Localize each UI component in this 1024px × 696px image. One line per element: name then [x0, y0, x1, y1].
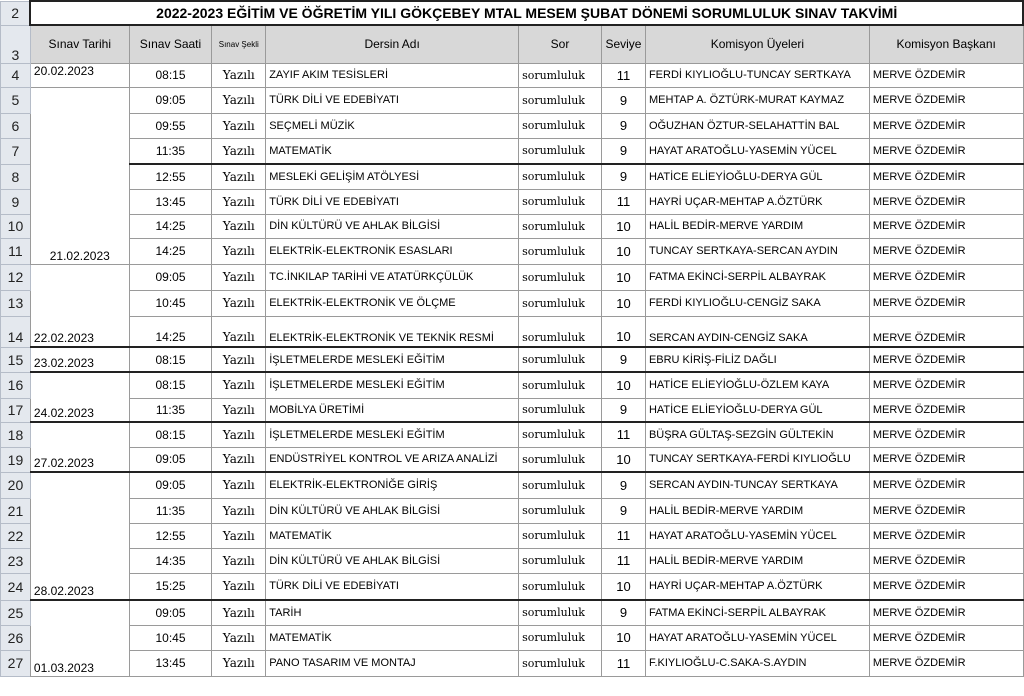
committee-cell[interactable]: HATİCE ELİEYİOĞLU-DERYA GÜL	[645, 164, 869, 189]
header-time[interactable]: Sınav Saati	[129, 25, 212, 63]
committee-cell[interactable]: HALİL BEDİR-MERVE YARDIM	[645, 498, 869, 523]
exam-type-cell[interactable]: Yazılı	[212, 290, 266, 316]
committee-cell[interactable]: HAYAT ARATOĞLU-YASEMİN YÜCEL	[645, 523, 869, 548]
exam-type-cell[interactable]: Yazılı	[212, 372, 266, 398]
row-number[interactable]: 17	[1, 398, 31, 422]
time-cell[interactable]: 09:05	[129, 600, 212, 625]
row-number[interactable]: 2	[1, 1, 31, 25]
date-cell[interactable]: 28.02.2023	[30, 472, 129, 600]
row-number[interactable]: 14	[1, 316, 31, 347]
course-cell[interactable]: TÜRK DİLİ VE EDEBİYATI	[266, 573, 519, 600]
course-cell[interactable]: İŞLETMELERDE MESLEKİ EĞİTİM	[266, 347, 519, 372]
time-cell[interactable]: 11:35	[129, 398, 212, 422]
committee-cell[interactable]: HATİCE ELİEYİOĞLU-DERYA GÜL	[645, 398, 869, 422]
time-cell[interactable]: 13:45	[129, 189, 212, 214]
title-row	[1, 1, 1024, 25]
row-number[interactable]: 11	[1, 238, 31, 264]
row-number[interactable]: 18	[1, 422, 31, 447]
committee-cell[interactable]: OĞUZHAN ÖZTUR-SELAHATTİN BAL	[645, 113, 869, 138]
table-row	[1, 472, 1024, 498]
exam-type-cell[interactable]: Yazılı	[212, 447, 266, 472]
level-cell[interactable]: 9	[601, 138, 645, 164]
level-cell[interactable]: 9	[601, 347, 645, 372]
row-number[interactable]: 19	[1, 447, 31, 472]
table-row	[1, 214, 1024, 238]
row-number[interactable]: 5	[1, 87, 31, 113]
level-cell[interactable]: 9	[601, 113, 645, 138]
sor-cell[interactable]: sorumluluk	[519, 238, 602, 264]
level-cell[interactable]: 11	[601, 189, 645, 214]
exam-type-cell[interactable]: Yazılı	[212, 398, 266, 422]
table-row	[1, 138, 1024, 164]
committee-cell[interactable]: EBRU KİRİŞ-FİLİZ DAĞLI	[645, 347, 869, 372]
level-cell[interactable]: 11	[601, 422, 645, 447]
sor-cell[interactable]: sorumluluk	[519, 422, 602, 447]
committee-head-cell[interactable]: MERVE ÖZDEMİR	[869, 422, 1023, 447]
table-row	[1, 523, 1024, 548]
date-cell[interactable]: 20.02.2023	[30, 63, 129, 87]
time-cell[interactable]: 09:55	[129, 113, 212, 138]
committee-head-cell[interactable]: MERVE ÖZDEMİR	[869, 398, 1023, 422]
committee-head-cell[interactable]: MERVE ÖZDEMİR	[869, 264, 1023, 290]
course-cell[interactable]: MATEMATİK	[266, 523, 519, 548]
exam-type-cell[interactable]: Yazılı	[212, 650, 266, 676]
committee-head-cell[interactable]: MERVE ÖZDEMİR	[869, 347, 1023, 372]
course-cell[interactable]: ENDÜSTRİYEL KONTROL VE ARIZA ANALİZİ	[266, 447, 519, 472]
exam-type-cell[interactable]: Yazılı	[212, 625, 266, 650]
committee-head-cell[interactable]: MERVE ÖZDEMİR	[869, 87, 1023, 113]
sor-cell[interactable]: sorumluluk	[519, 573, 602, 600]
exam-type-cell[interactable]: Yazılı	[212, 113, 266, 138]
committee-head-cell[interactable]: MERVE ÖZDEMİR	[869, 189, 1023, 214]
committee-cell[interactable]: HALİL BEDİR-MERVE YARDIM	[645, 214, 869, 238]
sor-cell[interactable]: sorumluluk	[519, 138, 602, 164]
sor-cell[interactable]: sorumluluk	[519, 548, 602, 573]
time-cell[interactable]: 10:45	[129, 625, 212, 650]
table-row	[1, 63, 1024, 87]
sor-cell[interactable]: sorumluluk	[519, 316, 602, 347]
table-row	[1, 447, 1024, 472]
level-cell[interactable]: 9	[601, 600, 645, 625]
exam-type-cell[interactable]: Yazılı	[212, 347, 266, 372]
exam-type-cell[interactable]: Yazılı	[212, 472, 266, 498]
committee-head-cell[interactable]: MERVE ÖZDEMİR	[869, 650, 1023, 676]
committee-cell[interactable]: SERCAN AYDIN-TUNCAY SERTKAYA	[645, 472, 869, 498]
time-cell[interactable]: 09:05	[129, 87, 212, 113]
time-cell[interactable]: 09:05	[129, 447, 212, 472]
time-cell[interactable]: 12:55	[129, 164, 212, 189]
time-cell[interactable]: 10:45	[129, 290, 212, 316]
committee-head-cell[interactable]: MERVE ÖZDEMİR	[869, 63, 1023, 87]
level-cell[interactable]: 11	[601, 548, 645, 573]
row-number[interactable]: 26	[1, 625, 31, 650]
course-cell[interactable]: MOBİLYA ÜRETİMİ	[266, 398, 519, 422]
committee-head-cell[interactable]: MERVE ÖZDEMİR	[869, 138, 1023, 164]
sor-cell[interactable]: sorumluluk	[519, 164, 602, 189]
sor-cell[interactable]: sorumluluk	[519, 372, 602, 398]
row-number[interactable]: 4	[1, 63, 31, 87]
table-row	[1, 189, 1024, 214]
sor-cell[interactable]: sorumluluk	[519, 600, 602, 625]
course-cell[interactable]: TARİH	[266, 600, 519, 625]
course-cell[interactable]: İŞLETMELERDE MESLEKİ EĞİTİM	[266, 422, 519, 447]
time-cell[interactable]: 08:15	[129, 63, 212, 87]
committee-head-cell[interactable]: MERVE ÖZDEMİR	[869, 600, 1023, 625]
course-cell[interactable]: PANO TASARIM VE MONTAJ	[266, 650, 519, 676]
exam-type-cell[interactable]: Yazılı	[212, 214, 266, 238]
table-row	[1, 625, 1024, 650]
date-cell[interactable]: 24.02.2023	[30, 372, 129, 422]
table-row	[1, 398, 1024, 422]
sor-cell[interactable]: sorumluluk	[519, 214, 602, 238]
table-row	[1, 87, 1024, 113]
time-cell[interactable]: 08:15	[129, 347, 212, 372]
table-row	[1, 347, 1024, 372]
time-cell[interactable]: 11:35	[129, 498, 212, 523]
committee-cell[interactable]: TUNCAY SERTKAYA-SERCAN AYDIN	[645, 238, 869, 264]
level-cell[interactable]: 9	[601, 87, 645, 113]
table-row	[1, 290, 1024, 316]
table-row	[1, 573, 1024, 600]
sor-cell[interactable]: sorumluluk	[519, 625, 602, 650]
course-cell[interactable]: İŞLETMELERDE MESLEKİ EĞİTİM	[266, 372, 519, 398]
sor-cell[interactable]: sorumluluk	[519, 498, 602, 523]
table-row	[1, 650, 1024, 676]
committee-cell[interactable]: FATMA EKİNCİ-SERPİL ALBAYRAK	[645, 600, 869, 625]
table-row	[1, 498, 1024, 523]
course-cell[interactable]: TÜRK DİLİ VE EDEBİYATI	[266, 87, 519, 113]
sor-cell[interactable]: sorumluluk	[519, 398, 602, 422]
exam-type-cell[interactable]: Yazılı	[212, 523, 266, 548]
level-cell[interactable]: 10	[601, 264, 645, 290]
sor-cell[interactable]: sorumluluk	[519, 472, 602, 498]
level-cell[interactable]: 10	[601, 238, 645, 264]
committee-cell[interactable]: HAYRİ UÇAR-MEHTAP A.ÖZTÜRK	[645, 189, 869, 214]
table-row	[1, 548, 1024, 573]
row-number[interactable]: 23	[1, 548, 31, 573]
level-cell[interactable]: 9	[601, 164, 645, 189]
header-shape[interactable]: Sınav Şekli	[212, 25, 266, 63]
date-cell[interactable]: 21.02.2023	[30, 87, 129, 264]
committee-cell[interactable]: F.KIYLIOĞLU-C.SAKA-S.AYDIN	[645, 650, 869, 676]
course-cell[interactable]: ELEKTRİK-ELEKTRONİK VE ÖLÇME	[266, 290, 519, 316]
committee-head-cell[interactable]: MERVE ÖZDEMİR	[869, 625, 1023, 650]
level-cell[interactable]: 10	[601, 214, 645, 238]
table-row	[1, 316, 1024, 347]
committee-head-cell[interactable]: MERVE ÖZDEMİR	[869, 447, 1023, 472]
committee-cell[interactable]: HAYRİ UÇAR-MEHTAP A.ÖZTÜRK	[645, 573, 869, 600]
course-cell[interactable]: ELEKTRİK-ELEKTRONİĞE GİRİŞ	[266, 472, 519, 498]
level-cell[interactable]: 9	[601, 472, 645, 498]
level-cell[interactable]: 10	[601, 625, 645, 650]
committee-head-cell[interactable]: MERVE ÖZDEMİR	[869, 113, 1023, 138]
committee-cell[interactable]: FERDİ KIYLIOĞLU-CENGİZ SAKA	[645, 290, 869, 316]
committee-head-cell[interactable]: MERVE ÖZDEMİR	[869, 372, 1023, 398]
time-cell[interactable]: 12:55	[129, 523, 212, 548]
row-number[interactable]: 3	[1, 25, 31, 63]
committee-cell[interactable]: BÜŞRA GÜLTAŞ-SEZGİN GÜLTEKİN	[645, 422, 869, 447]
course-cell[interactable]: TÜRK DİLİ VE EDEBİYATI	[266, 189, 519, 214]
time-cell[interactable]: 14:25	[129, 214, 212, 238]
committee-head-cell[interactable]: MERVE ÖZDEMİR	[869, 573, 1023, 600]
committee-head-cell[interactable]: MERVE ÖZDEMİR	[869, 498, 1023, 523]
sor-cell[interactable]: sorumluluk	[519, 264, 602, 290]
committee-cell[interactable]: TUNCAY SERTKAYA-FERDİ KIYLIOĞLU	[645, 447, 869, 472]
exam-type-cell[interactable]: Yazılı	[212, 87, 266, 113]
row-number[interactable]: 9	[1, 189, 31, 214]
exam-type-cell[interactable]: Yazılı	[212, 189, 266, 214]
course-cell[interactable]: ZAYIF AKIM TESİSLERİ	[266, 63, 519, 87]
header-sor[interactable]: Sor	[519, 25, 602, 63]
page-title[interactable]: 2022-2023 EĞİTİM VE ÖĞRETİM YILI GÖKÇEBEY MTAL MESEM ŞUBAT DÖNEMİ SORUMLULUK SINAV TAKVİMİ	[30, 1, 1023, 25]
row-number[interactable]: 20	[1, 472, 31, 498]
exam-type-cell[interactable]: Yazılı	[212, 264, 266, 290]
time-cell[interactable]: 13:45	[129, 650, 212, 676]
committee-head-cell[interactable]: MERVE ÖZDEMİR	[869, 238, 1023, 264]
time-cell[interactable]: 15:25	[129, 573, 212, 600]
time-cell[interactable]: 09:05	[129, 264, 212, 290]
row-number[interactable]: 27	[1, 650, 31, 676]
row-number[interactable]: 21	[1, 498, 31, 523]
header-head[interactable]: Komisyon Başkanı	[869, 25, 1023, 63]
committee-cell[interactable]: MEHTAP A. ÖZTÜRK-MURAT KAYMAZ	[645, 87, 869, 113]
table-row	[1, 372, 1024, 398]
committee-head-cell[interactable]: MERVE ÖZDEMİR	[869, 164, 1023, 189]
date-cell[interactable]: 01.03.2023	[30, 600, 129, 676]
table-row	[1, 238, 1024, 264]
row-number[interactable]: 7	[1, 138, 31, 164]
committee-cell[interactable]: HAYAT ARATOĞLU-YASEMİN YÜCEL	[645, 625, 869, 650]
sor-cell[interactable]: sorumluluk	[519, 87, 602, 113]
sor-cell[interactable]: sorumluluk	[519, 650, 602, 676]
table-row	[1, 113, 1024, 138]
level-cell[interactable]: 10	[601, 573, 645, 600]
table-row	[1, 422, 1024, 447]
exam-type-cell[interactable]: Yazılı	[212, 63, 266, 87]
header-course[interactable]: Dersin Adı	[266, 25, 519, 63]
committee-head-cell[interactable]: MERVE ÖZDEMİR	[869, 290, 1023, 316]
header-date[interactable]: Sınav Tarihi	[30, 25, 129, 63]
row-number[interactable]: 8	[1, 164, 31, 189]
exam-type-cell[interactable]: Yazılı	[212, 548, 266, 573]
committee-head-cell[interactable]: MERVE ÖZDEMİR	[869, 548, 1023, 573]
course-cell[interactable]: MATEMATİK	[266, 138, 519, 164]
level-cell[interactable]: 11	[601, 650, 645, 676]
committee-head-cell[interactable]: MERVE ÖZDEMİR	[869, 316, 1023, 347]
time-cell[interactable]: 11:35	[129, 138, 212, 164]
course-cell[interactable]: DİN KÜLTÜRÜ VE AHLAK BİLGİSİ	[266, 498, 519, 523]
course-cell[interactable]: ELEKTRİK-ELEKTRONİK VE TEKNİK RESMİ	[266, 316, 519, 347]
course-cell[interactable]: ELEKTRİK-ELEKTRONİK ESASLARI	[266, 238, 519, 264]
table-row	[1, 164, 1024, 189]
course-cell[interactable]: MESLEKİ GELİŞİM ATÖLYESİ	[266, 164, 519, 189]
row-number[interactable]: 25	[1, 600, 31, 625]
committee-cell[interactable]: HAYAT ARATOĞLU-YASEMİN YÜCEL	[645, 138, 869, 164]
sor-cell[interactable]: sorumluluk	[519, 290, 602, 316]
date-cell[interactable]: 27.02.2023	[30, 422, 129, 472]
sor-cell[interactable]: sorumluluk	[519, 347, 602, 372]
course-cell[interactable]: TC.İNKILAP TARİHİ VE ATATÜRKÇÜLÜK	[266, 264, 519, 290]
row-number[interactable]: 22	[1, 523, 31, 548]
committee-cell[interactable]: FERDİ KIYLIOĞLU-TUNCAY SERTKAYA	[645, 63, 869, 87]
date-cell[interactable]: 22.02.2023	[30, 264, 129, 347]
committee-cell[interactable]: SERCAN AYDIN-CENGİZ SAKA	[645, 316, 869, 347]
row-number[interactable]: 15	[1, 347, 31, 372]
course-cell[interactable]: MATEMATİK	[266, 625, 519, 650]
table-row	[1, 264, 1024, 290]
committee-cell[interactable]: HALİL BEDİR-MERVE YARDIM	[645, 548, 869, 573]
course-cell[interactable]: SEÇMELİ MÜZİK	[266, 113, 519, 138]
time-cell[interactable]: 08:15	[129, 422, 212, 447]
level-cell[interactable]: 10	[601, 290, 645, 316]
course-cell[interactable]: DİN KÜLTÜRÜ VE AHLAK BİLGİSİ	[266, 548, 519, 573]
row-number[interactable]: 6	[1, 113, 31, 138]
time-cell[interactable]: 14:25	[129, 238, 212, 264]
row-number[interactable]: 12	[1, 264, 31, 290]
time-cell[interactable]: 14:35	[129, 548, 212, 573]
committee-head-cell[interactable]: MERVE ÖZDEMİR	[869, 523, 1023, 548]
header-level[interactable]: Seviye	[601, 25, 645, 63]
time-cell[interactable]: 08:15	[129, 372, 212, 398]
time-cell[interactable]: 09:05	[129, 472, 212, 498]
date-cell[interactable]: 23.02.2023	[30, 347, 129, 372]
sor-cell[interactable]: sorumluluk	[519, 113, 602, 138]
level-cell[interactable]: 10	[601, 316, 645, 347]
row-number[interactable]: 24	[1, 573, 31, 600]
level-cell[interactable]: 9	[601, 498, 645, 523]
committee-cell[interactable]: FATMA EKİNCİ-SERPİL ALBAYRAK	[645, 264, 869, 290]
sor-cell[interactable]: sorumluluk	[519, 523, 602, 548]
exam-type-cell[interactable]: Yazılı	[212, 138, 266, 164]
level-cell[interactable]: 10	[601, 447, 645, 472]
course-cell[interactable]: DİN KÜLTÜRÜ VE AHLAK BİLGİSİ	[266, 214, 519, 238]
row-number[interactable]: 10	[1, 214, 31, 238]
committee-head-cell[interactable]: MERVE ÖZDEMİR	[869, 214, 1023, 238]
header-row	[1, 25, 1024, 63]
time-cell[interactable]: 14:25	[129, 316, 212, 347]
level-cell[interactable]: 9	[601, 398, 645, 422]
exam-type-cell[interactable]: Yazılı	[212, 316, 266, 347]
header-committee[interactable]: Komisyon Üyeleri	[645, 25, 869, 63]
level-cell[interactable]: 11	[601, 63, 645, 87]
committee-head-cell[interactable]: MERVE ÖZDEMİR	[869, 472, 1023, 498]
table-row	[1, 600, 1024, 625]
sor-cell[interactable]: sorumluluk	[519, 447, 602, 472]
level-cell[interactable]: 10	[601, 372, 645, 398]
row-number[interactable]: 16	[1, 372, 31, 398]
row-number[interactable]: 13	[1, 290, 31, 316]
exam-type-cell[interactable]: Yazılı	[212, 573, 266, 600]
sor-cell[interactable]: sorumluluk	[519, 63, 602, 87]
exam-type-cell[interactable]: Yazılı	[212, 164, 266, 189]
exam-type-cell[interactable]: Yazılı	[212, 498, 266, 523]
exam-type-cell[interactable]: Yazılı	[212, 238, 266, 264]
level-cell[interactable]: 11	[601, 523, 645, 548]
exam-type-cell[interactable]: Yazılı	[212, 422, 266, 447]
exam-type-cell[interactable]: Yazılı	[212, 600, 266, 625]
sor-cell[interactable]: sorumluluk	[519, 189, 602, 214]
committee-cell[interactable]: HATİCE ELİEYİOĞLU-ÖZLEM KAYA	[645, 372, 869, 398]
